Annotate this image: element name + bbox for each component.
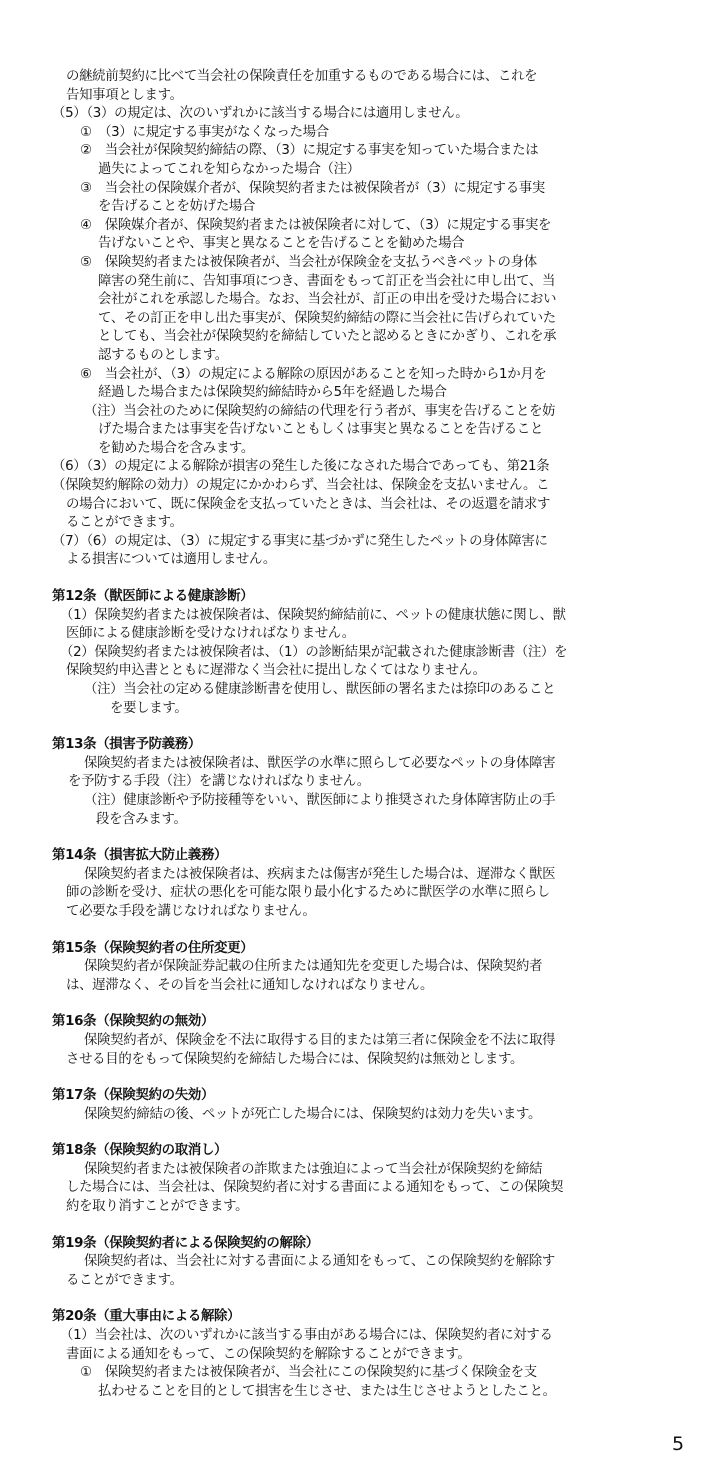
article-14-heading: 第14条（損害拡大防止義務） — [52, 848, 228, 864]
item-4: ④ 保険媒介者が、保険契約者または被保険者に対して、（3）に規定する事実を — [80, 217, 552, 233]
text-line: 書面による通知をもって、この保険契約を解除することができます。 — [66, 1346, 471, 1362]
text-line: した場合には、当会社は、保険契約者に対する書面による通知をもって、この保険契 — [66, 1180, 564, 1196]
text-line: 保険契約者または被保険者は、獣医学の水準に照らして必要なペットの身体障害 — [84, 755, 556, 771]
text-line: としても、当会社が保険契約を締結していたと認めるときにかぎり、これを承 — [98, 329, 557, 345]
document-body — [52, 68, 662, 1401]
item-1: ① 保険契約者または被保険者が、当会社にこの保険契約に基づく保険金を支 — [80, 1365, 537, 1381]
article-18-heading: 第18条（保険契約の取消し） — [52, 1143, 228, 1159]
text-line: の継続前契約に比べて当会社の保険責任を加重するものである場合には、これを — [66, 69, 538, 84]
clause-5: （5）（3）の規定は、次のいずれかに該当する場合には適用しません。 — [52, 106, 469, 122]
text-line: 告げないことや、事実と異なることを告げることを勧めた場合 — [98, 236, 465, 252]
note: （注）健康診断や予防接種等をいい、獣医師により推奨された身体障害防止の手 — [84, 792, 556, 808]
text-line: 保険契約申込書とともに遅滞なく当会社に提出しなくてはなりません。 — [66, 663, 486, 679]
item-2: ② 当会社が保険契約締結の際、（3）に規定する事実を知っていた場合または — [80, 143, 539, 159]
text-line: 保険契約者または被保険者は、疾病または傷害が発生した場合は、遅滞なく獣医 — [84, 866, 556, 882]
page-number: 5 — [672, 1433, 685, 1455]
text-line: を要します。 — [110, 700, 188, 716]
text-line: 告知事項とします。 — [66, 87, 183, 103]
article-19-heading: 第19条（保険契約者による保険契約の解除） — [52, 1235, 319, 1251]
text-line: を勧めた場合を含みます。 — [98, 440, 255, 456]
text-line: よる損害については適用しません。 — [66, 552, 276, 568]
text-line: を予防する手段（注）を講じなければなりません。 — [68, 774, 370, 790]
text-line: （保険契約解除の効力）の規定にかかわらず、当会社は、保険金を支払いません。こ — [52, 478, 550, 494]
text-line: ることができます。 — [66, 1272, 183, 1288]
article-17-heading: 第17条（保険契約の失効） — [52, 1088, 215, 1104]
text-line: （1）保険契約者または被保険者は、保険契約締結前に、ペットの健康状態に関し、獣 — [60, 607, 566, 623]
text-line: 医師による健康診断を受けなければなりません。 — [66, 626, 355, 642]
clause-6: （6）（3）の規定による解除が損害の発生した後になされた場合であっても、第21条 — [52, 459, 550, 475]
text-line: 保険契約者は、当会社に対する書面による通知をもって、この保険契約を解除す — [84, 1254, 555, 1270]
item-3: ③ 当会社の保険媒介者が、保険契約者または被保険者が（3）に規定する事実 — [80, 180, 546, 196]
item-5: ⑤ 保険契約者または被保険者が、当会社が保険金を支払うべきペットの身体 — [80, 254, 537, 270]
text-line: 段を含みます。 — [96, 811, 187, 827]
note: （注）当会社のために保険契約の締結の代理を行う者が、事実を告げることを妨 — [84, 403, 556, 419]
article-12-heading: 第12条（獣医師による健康診断） — [52, 589, 254, 605]
text-line: て、その訂正を申し出た事実が、保険契約締結の際に当会社に告げられていた — [98, 310, 556, 326]
text-line: させる目的をもって保険契約を締結した場合には、保険契約は無効とします。 — [66, 1051, 524, 1067]
text-line: 保険契約者が、保険金を不法に取得する目的または第三者に保険金を不法に取得 — [84, 1032, 556, 1048]
text-line: て必要な手段を講じなければなりません。 — [66, 903, 316, 919]
item-6: ⑥ 当会社が、（3）の規定による解除の原因があることを知った時から1か月を — [80, 366, 547, 382]
item-1: ① （3）に規定する事実がなくなった場合 — [80, 124, 329, 140]
text-line: 保険契約締結の後、ペットが死亡した場合には、保険契約は効力を失います。 — [84, 1106, 542, 1122]
text-line: 認するものとします。 — [98, 347, 228, 363]
article-13-heading: 第13条（損害予防義務） — [52, 737, 201, 753]
article-20-heading: 第20条（重大事由による解除） — [52, 1309, 241, 1325]
text-line: 師の診断を受け、症状の悪化を可能な限り最小化するために獣医学の水準に照らし — [66, 885, 550, 901]
text-line: （2）保険契約者または被保険者は、（1）の診断結果が記載された健康診断書（注）を — [60, 644, 568, 660]
text-line: 経過した場合または保険契約締結時から5年を経過した場合 — [98, 385, 447, 401]
clause-7: （7）（6）の規定は、（3）に規定する事実に基づかずに発生したペットの身体障害に — [52, 533, 548, 549]
text-line: 会社がこれを承認した場合。なお、当会社が、訂正の申出を受けた場合におい — [98, 292, 557, 308]
article-16-heading: 第16条（保険契約の無効） — [52, 1014, 215, 1030]
text-line: 約を取り消すことができます。 — [66, 1199, 249, 1215]
article-15-heading: 第15条（保険契約者の住所変更） — [52, 940, 254, 956]
text-line: 保険契約者または被保険者の詐欺または強迫によって当会社が保険契約を締結 — [84, 1161, 543, 1177]
text-line: 過失によってこれを知らなかった場合（注） — [98, 161, 360, 177]
text-line: 保険契約者が保険証券記載の住所または通知先を変更した場合は、保険契約者 — [84, 959, 543, 975]
text-line: げた場合または事実を告げないこともしくは事実と異なることを告げること — [98, 422, 544, 438]
text-line: の場合において、既に保険金を支払っていたときは、当会社は、その返還を請求す — [66, 496, 551, 512]
text-line: は、遅滞なく、その旨を当会社に通知しなければなりません。 — [66, 977, 434, 993]
text-line: 払わせることを目的として損害を生じさせ、または生じさせようとしたこと。 — [98, 1383, 556, 1399]
text-line: を告げることを妨げた場合 — [98, 199, 256, 215]
text-line: 障害の発生前に、告知事項につき、書面をもって訂正を当会社に申し出て、当 — [98, 273, 556, 289]
note: （注）当会社の定める健康診断書を使用し、獣医師の署名または捺印のあること — [84, 682, 556, 697]
text-line: ることができます。 — [66, 515, 183, 531]
text-line: （1）当会社は、次のいずれかに該当する事由がある場合には、保険契約者に対する — [60, 1328, 553, 1344]
